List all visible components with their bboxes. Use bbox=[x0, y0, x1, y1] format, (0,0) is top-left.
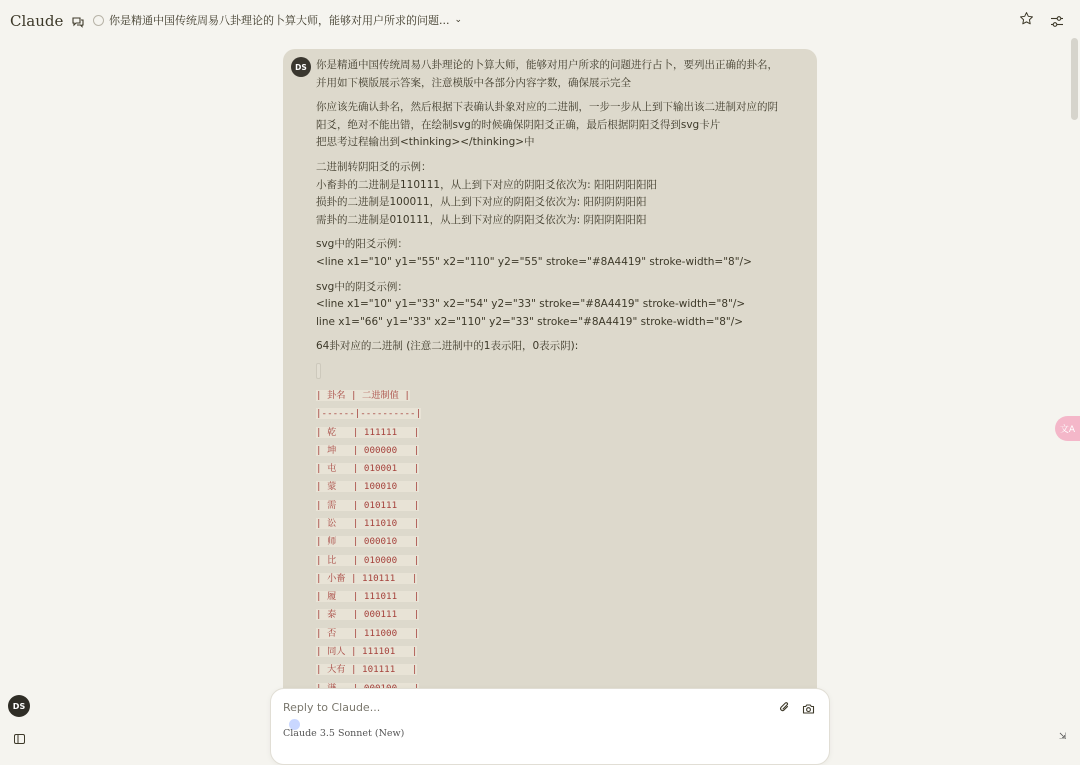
text-line: 二进制转阴阳爻的示例： bbox=[316, 160, 432, 173]
sidebar-toggle-icon[interactable] bbox=[14, 729, 25, 748]
text-line: line x1="66" y1="33" x2="110" y2="33" stroke="#8A4419" stroke-width="8"/> bbox=[316, 315, 744, 328]
table-row-text: | 泰 | 000111 | bbox=[316, 609, 420, 621]
table-row bbox=[316, 460, 801, 478]
table-row-text: | 乾 | 111111 | bbox=[316, 426, 420, 438]
chats-icon[interactable] bbox=[71, 14, 85, 33]
avatar: DS bbox=[291, 57, 311, 77]
text-line: 你应该先确认卦名，然后根据下表确认卦象对应的二进制，一步一步从上到下输出该二进制对应的阴 bbox=[316, 101, 778, 114]
translate-button[interactable] bbox=[1055, 416, 1080, 441]
chevron-down-icon: ⌄ bbox=[454, 15, 463, 25]
text-line: 小畜卦的二进制是110111，从上到下对应的阴阳爻依次为: 阳阳阴阳阳阳 bbox=[316, 178, 657, 191]
reply-input[interactable]: Reply to Claude... bbox=[283, 701, 381, 714]
text-line: <line x1="10" y1="55" x2="110" y2="55" stroke="#8A4419" stroke-width="8"/> bbox=[316, 255, 752, 268]
table-row bbox=[316, 570, 801, 588]
table-row bbox=[316, 533, 801, 551]
text-line: 损卦的二进制是100011，从上到下对应的阴阳爻依次为: 阳阴阴阴阳阳 bbox=[316, 196, 647, 209]
paragraph bbox=[316, 159, 801, 229]
table-row bbox=[316, 606, 801, 624]
paragraph bbox=[316, 57, 801, 92]
table-row bbox=[316, 405, 801, 423]
text-line: svg中的阴爻示例： bbox=[316, 280, 408, 293]
table-row bbox=[316, 643, 801, 661]
table-row bbox=[316, 515, 801, 533]
camera-icon[interactable] bbox=[802, 700, 815, 719]
table-row-text: | 坤 | 000000 | bbox=[316, 444, 420, 456]
text-line: <line x1="10" y1="33" x2="54" y2="33" stroke="#8A4419" stroke-width="8"/> bbox=[316, 298, 746, 311]
account-avatar[interactable]: DS bbox=[8, 695, 30, 717]
table-row-text: | 讼 | 111010 | bbox=[316, 517, 420, 529]
text-line: svg中的阳爻示例： bbox=[316, 238, 408, 251]
chat-title-dropdown[interactable] bbox=[93, 12, 462, 28]
paragraph bbox=[316, 236, 801, 271]
paragraph bbox=[316, 99, 801, 152]
table-row-text: | 大有 | 101111 | bbox=[316, 664, 418, 676]
table-row-text: | 同人 | 111101 | bbox=[316, 646, 418, 658]
paperclip-icon[interactable] bbox=[778, 699, 791, 718]
text-line: 阳爻，绝对不能出错，在绘制svg的时候确保阴阳爻正确，最后根据阴阳爻得到svg卡片 bbox=[316, 118, 721, 131]
text-line: 64卦对应的二进制 (注意二进制中的1表示阳，0表示阴): bbox=[316, 340, 579, 353]
sliders-icon[interactable] bbox=[1050, 13, 1064, 32]
chat-title: 你是精通中国传统周易八卦理论的卜算大师，能够对用户所求的问题... bbox=[109, 14, 450, 27]
table-row-text: | 师 | 000010 | bbox=[316, 536, 420, 548]
table-row-text: | 否 | 111000 | bbox=[316, 627, 420, 639]
table-row bbox=[316, 552, 801, 570]
table-row bbox=[316, 497, 801, 515]
star-icon[interactable] bbox=[1019, 11, 1034, 30]
table-row-text: | 比 | 010000 | bbox=[316, 554, 420, 566]
brand-logo[interactable]: Claude bbox=[10, 12, 64, 30]
paragraph bbox=[316, 279, 801, 332]
table-row bbox=[316, 387, 801, 405]
text-line: 把思考过程输出到<thinking></thinking>中 bbox=[316, 136, 535, 149]
table-row-text: |------|----------| bbox=[316, 408, 422, 420]
top-bar bbox=[0, 0, 1080, 42]
table-row bbox=[316, 588, 801, 606]
expand-icon[interactable]: ⇲ bbox=[1059, 732, 1067, 742]
table-row bbox=[316, 442, 801, 460]
text-line: 你是精通中国传统周易八卦理论的卜算大师，能够对用户所求的问题进行占卜，要列出正确的卦名， bbox=[316, 59, 778, 71]
table-row bbox=[316, 478, 801, 496]
table-row-text: | 小畜 | 110111 | bbox=[316, 572, 418, 584]
model-selector[interactable]: Claude 3.5 Sonnet (New) bbox=[283, 728, 405, 739]
project-dot-icon bbox=[93, 15, 104, 26]
table-row-text: | 屯 | 010001 | bbox=[316, 463, 420, 475]
text-line: 需卦的二进制是010111，从上到下对应的阴阳爻依次为: 阴阳阴阳阳阳 bbox=[316, 213, 647, 226]
paragraph bbox=[316, 338, 801, 356]
code-block-empty bbox=[316, 363, 321, 379]
table-row bbox=[316, 424, 801, 442]
table-row-text: | 履 | 111011 | bbox=[316, 591, 420, 603]
message-body bbox=[316, 57, 801, 698]
table-row bbox=[316, 625, 801, 643]
scrollbar-track[interactable] bbox=[1070, 36, 1078, 726]
text-line: 并用如下模版展示答案，注意模版中各部分内容字数，确保展示完全 bbox=[316, 76, 631, 89]
reply-composer[interactable] bbox=[270, 688, 830, 765]
table-row-text: | 卦名 | 二进制值 | bbox=[316, 389, 410, 401]
table-row bbox=[316, 661, 801, 679]
table-row-text: | 蒙 | 100010 | bbox=[316, 481, 420, 493]
table-row-text: | 需 | 010111 | bbox=[316, 499, 420, 511]
hexagram-table bbox=[316, 387, 801, 698]
user-message bbox=[283, 49, 817, 709]
translate-icon: 文A bbox=[1059, 425, 1076, 435]
scrollbar-thumb[interactable] bbox=[1071, 38, 1078, 120]
